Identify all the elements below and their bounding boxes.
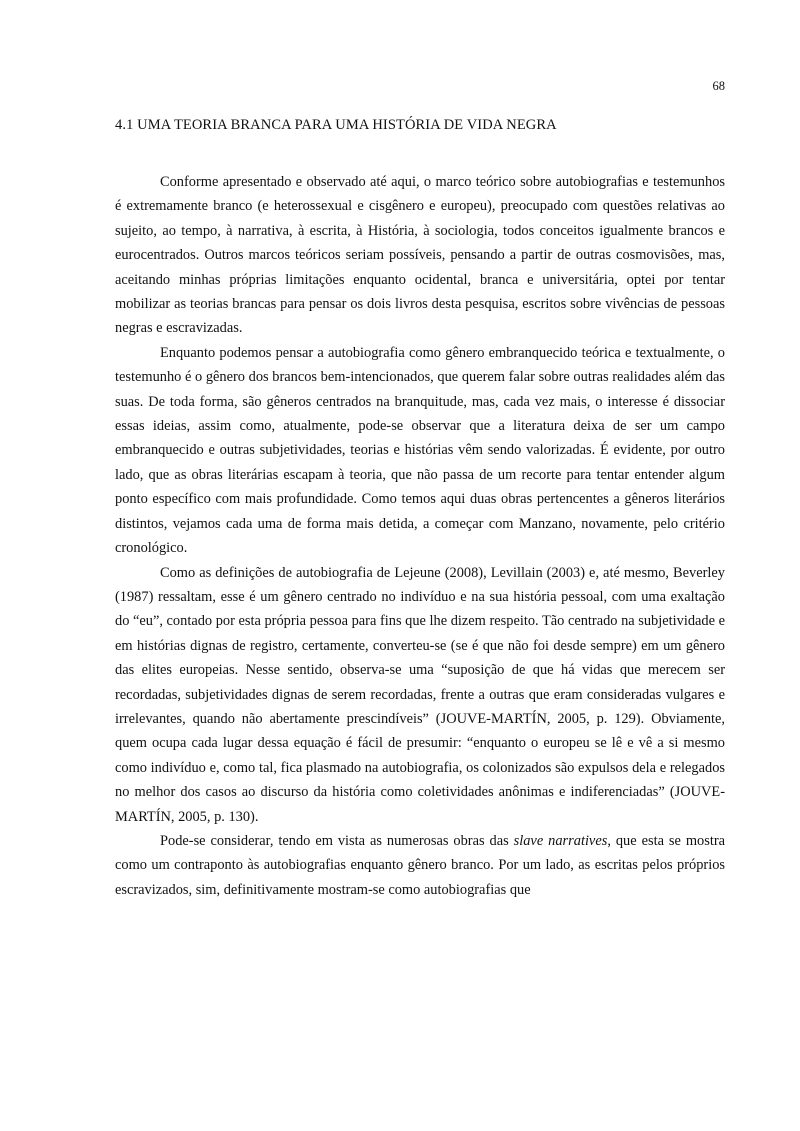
page-number: 68	[712, 79, 725, 93]
paragraph	[115, 829, 725, 902]
paragraph-text: Pode-se considerar, tendo em vista as numerosas obras das	[160, 832, 514, 849]
italic-term: slave narratives	[513, 832, 608, 849]
body-text	[115, 170, 725, 902]
paragraph: Conforme apresentado e observado até aqui, o marco teórico sobre autobiografias e testemunhos é extremamente branco (e heterossexual e cisgênero e europeu), preocupado com questões relativas ao sujeito, ao tempo, à narrativa, à escrita, à História, à sociologia, todos conceitos igualmente brancos e eurocentrados. Outros marcos teóricos seriam possíveis, pensando a partir de outras cosmovisões, mas, aceitando minhas próprias limitações enquanto ocidental, branca e universitária, optei por tentar mobilizar as teorias brancas para pensar os dois livros desta pesquisa, escritos sobre vivências de pessoas negras e escravizadas.	[115, 174, 725, 337]
paragraph-text: , que esta se mostra como um contraponto às autobiografias enquanto gênero branco. Por um lado, as escritas pelos próprios escravizados, sim, definitivamente mostram-se como autobiografias que	[115, 832, 725, 898]
paragraph: Como as definições de autobiografia de Lejeune (2008), Levillain (2003) e, até mesmo, Beverley (1987) ressaltam, esse é um gênero centrado no indivíduo e na sua história pessoal, com uma exaltação do “eu”, contado por esta própria pessoa para fins que lhe dizem respeito. Tão centrado na subjetividade e em histórias dignas de registro, certamente, converteu-se (se é que não foi desde sempre) em um gênero das elites europeias. Nesse sentido, observa-se uma “suposição de que há vidas que merecem ser recordadas, subjetividades dignas de serem recordadas, frente a outras que eram consideradas vulgares e irrelevantes, quando não abertamente prescindíveis” (JOUVE-MARTÍN, 2005, p. 129). Obviamente, quem ocupa cada lugar dessa equação é fácil de presumir: “enquanto o europeu se lê e vê a si mesmo como indivíduo e, como tal, fica plasmado na autobiografia, os colonizados são expulsos dela e relegados no melhor dos casos ao discurso da história como coletividades anônimas e indiferenciadas” (JOUVE-MARTÍN, 2005, p. 130).	[115, 564, 725, 825]
paragraph: Enquanto podemos pensar a autobiografia como gênero embranquecido teórica e textualmente, o testemunho é o gênero dos brancos bem-intencionados, que querem falar sobre outras realidades além das suas. De toda forma, são gêneros centrados na branquitude, mas, cada vez mais, o interesse é dissociar essas ideias, assim como, atualmente, pode-se observar que a literatura deixa de ser um campo embranquecido e outras subjetividades, teorias e histórias vêm sendo valorizadas. É evidente, por outro lado, que as obras literárias escapam à teoria, que não passa de um recorte para tentar entender algum ponto específico com mais profundidade. Como temos aqui duas obras pertencentes a gêneros literários distintos, vejamos cada uma de forma mais detida, a começar com Manzano, novamente, pelo critério cronológico.	[115, 344, 725, 557]
section-heading: 4.1 UMA TEORIA BRANCA PARA UMA HISTÓRIA DE VIDA NEGRA	[115, 117, 557, 133]
